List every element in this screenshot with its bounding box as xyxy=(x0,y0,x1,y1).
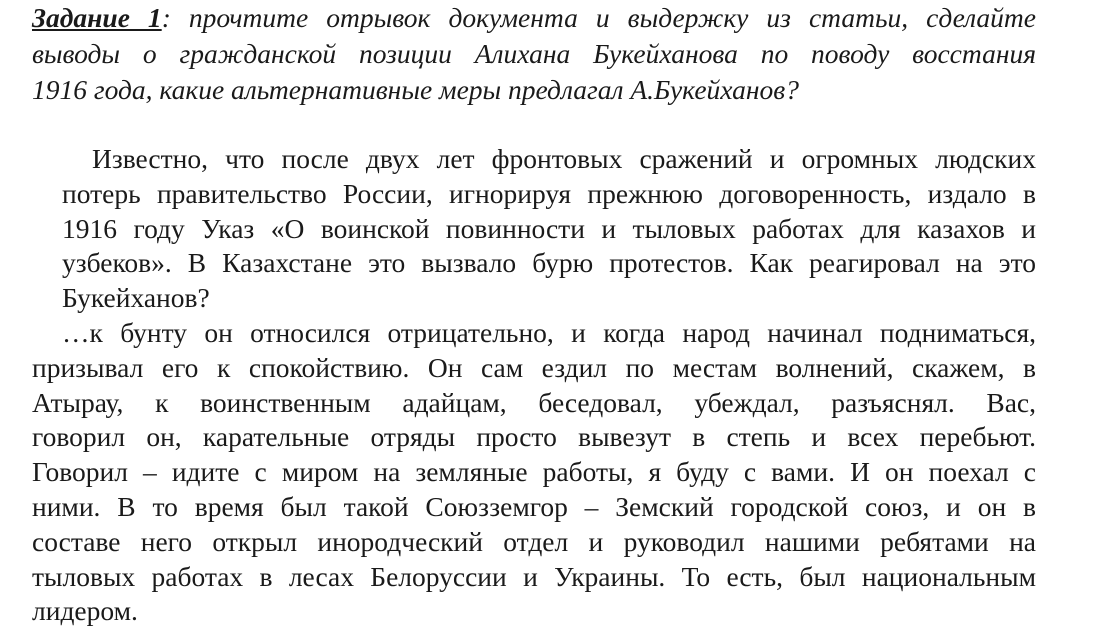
task-label: Задание 1 xyxy=(32,2,162,33)
task-text-line-1: : прочтите отрывок документа и выдержку из статьи, сделайте xyxy=(161,2,1036,33)
paragraph-2-line-6: ними. В то время был такой Союзземгор – Земский городской союз, и он в xyxy=(32,490,1036,522)
paragraph-1 xyxy=(32,142,1036,316)
paragraph-2-line-5: Говорил – идите с миром на земляные работы, я буду с вами. И он поехал с xyxy=(32,456,1036,488)
paragraph-1-line-4: узбеков». В Казахстане это вызвало бурю протестов. Как реагировал на это xyxy=(62,247,1036,279)
paragraph-1-line-1: Известно, что после двух лет фронтовых сражений и огромных людских xyxy=(92,143,1036,174)
task-line-2: выводы о гражданской позиции Алихана Букейханова по поводу восстания xyxy=(32,38,1036,69)
paragraph-2-line-3: Атырау, к воинственным адайцам, беседовал, убеждал, разъяснял. Вас, xyxy=(32,386,1036,418)
task-line-1 xyxy=(32,0,1036,36)
paragraph-2-line-1: …к бунту он относился отрицательно, и когда народ начинал подниматься, xyxy=(62,316,1036,348)
paragraph-2-line-4: говорил он, карательные отряды просто вывезут в степь и всех перебьют. xyxy=(32,421,1036,453)
task-block xyxy=(32,0,1036,108)
paragraph-2 xyxy=(32,316,1036,629)
task-line-3: 1916 года, какие альтернативные меры предлагал А.Букейханов? xyxy=(32,74,799,105)
paragraph-2-line-7: составе него открыл инородческий отдел и руководил нашими ребятами на xyxy=(32,525,1036,557)
paragraph-1-line-2: потерь правительство России, игнорируя прежнюю договоренность, издало в xyxy=(62,177,1036,209)
paragraph-1-line-3: 1916 году Указ «О воинской повинности и тыловых работах для казахов и xyxy=(62,212,1036,244)
paragraph-2-line-9: лидером. xyxy=(32,595,138,627)
paragraph-2-line-8: тыловых работах в лесах Белоруссии и Украины. То есть, был национальным xyxy=(32,560,1036,592)
document-page xyxy=(32,0,1036,629)
paragraph-1-line-5: Букейханов? xyxy=(62,282,210,314)
paragraph-2-line-2: призывал его к спокойствию. Он сам ездил по местам волнений, скажем, в xyxy=(32,351,1036,383)
